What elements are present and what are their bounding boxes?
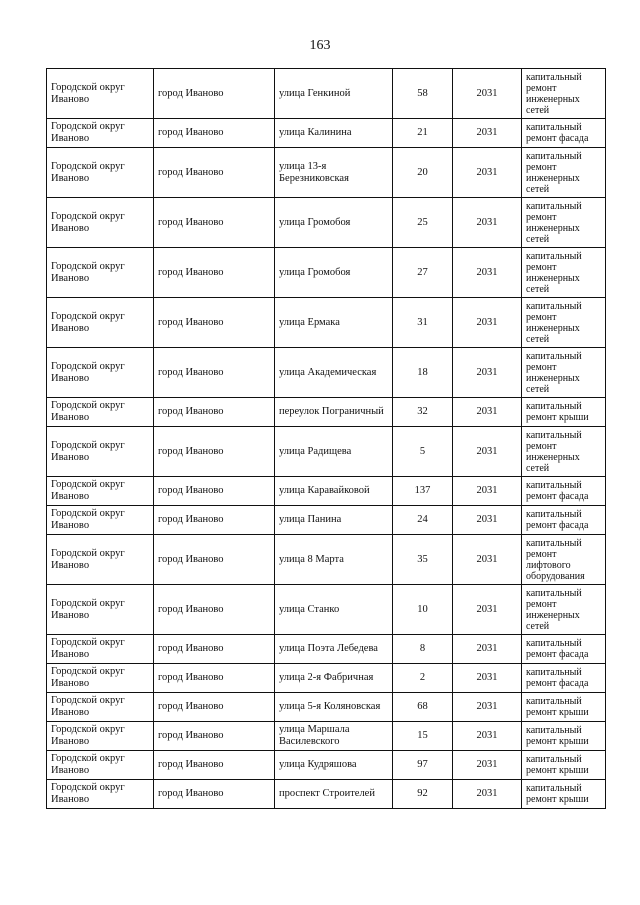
year-cell: 2031 — [453, 693, 522, 722]
table-row — [47, 427, 606, 477]
work-type-cell: капитальный ремонт фасада — [522, 506, 606, 535]
house-number-cell: 137 — [393, 477, 453, 506]
year-cell: 2031 — [453, 119, 522, 148]
district-cell: Городской округ Иваново — [47, 148, 154, 198]
work-type-cell: капитальный ремонт фасада — [522, 477, 606, 506]
city-cell: город Иваново — [154, 198, 275, 248]
district-cell: Городской округ Иваново — [47, 119, 154, 148]
house-number-cell: 97 — [393, 751, 453, 780]
house-number-cell: 35 — [393, 535, 453, 585]
work-type-cell: капитальный ремонт крыши — [522, 751, 606, 780]
year-cell: 2031 — [453, 535, 522, 585]
year-cell: 2031 — [453, 780, 522, 809]
house-number-cell: 10 — [393, 585, 453, 635]
table-row — [47, 664, 606, 693]
table-row — [47, 119, 606, 148]
district-cell: Городской округ Иваново — [47, 635, 154, 664]
city-cell: город Иваново — [154, 722, 275, 751]
work-type-cell: капитальный ремонт крыши — [522, 722, 606, 751]
street-cell: улица Станко — [275, 585, 393, 635]
year-cell: 2031 — [453, 198, 522, 248]
house-number-cell: 5 — [393, 427, 453, 477]
house-number-cell: 2 — [393, 664, 453, 693]
street-cell: проспект Строителей — [275, 780, 393, 809]
year-cell: 2031 — [453, 635, 522, 664]
repair-schedule-table — [46, 68, 606, 809]
table-row — [47, 780, 606, 809]
district-cell: Городской округ Иваново — [47, 427, 154, 477]
city-cell: город Иваново — [154, 348, 275, 398]
house-number-cell: 15 — [393, 722, 453, 751]
table-row — [47, 506, 606, 535]
house-number-cell: 58 — [393, 69, 453, 119]
house-number-cell: 31 — [393, 298, 453, 348]
work-type-cell: капитальный ремонт крыши — [522, 693, 606, 722]
table-row — [47, 348, 606, 398]
year-cell: 2031 — [453, 348, 522, 398]
street-cell: улица Генкиной — [275, 69, 393, 119]
work-type-cell: капитальный ремонт лифтового оборудования — [522, 535, 606, 585]
street-cell: улица Радищева — [275, 427, 393, 477]
street-cell: улица Поэта Лебедева — [275, 635, 393, 664]
year-cell: 2031 — [453, 248, 522, 298]
work-type-cell: капитальный ремонт инженерных сетей — [522, 248, 606, 298]
district-cell: Городской округ Иваново — [47, 535, 154, 585]
city-cell: город Иваново — [154, 585, 275, 635]
street-cell: улица Маршала Василевского — [275, 722, 393, 751]
street-cell: улица 8 Марта — [275, 535, 393, 585]
city-cell: город Иваново — [154, 535, 275, 585]
city-cell: город Иваново — [154, 751, 275, 780]
house-number-cell: 25 — [393, 198, 453, 248]
year-cell: 2031 — [453, 398, 522, 427]
table-row — [47, 69, 606, 119]
street-cell: улица Калинина — [275, 119, 393, 148]
street-cell: улица Громобоя — [275, 248, 393, 298]
work-type-cell: капитальный ремонт инженерных сетей — [522, 348, 606, 398]
house-number-cell: 68 — [393, 693, 453, 722]
work-type-cell: капитальный ремонт фасада — [522, 635, 606, 664]
district-cell: Городской округ Иваново — [47, 722, 154, 751]
year-cell: 2031 — [453, 664, 522, 693]
year-cell: 2031 — [453, 722, 522, 751]
table-row — [47, 298, 606, 348]
district-cell: Городской округ Иваново — [47, 398, 154, 427]
work-type-cell: капитальный ремонт крыши — [522, 398, 606, 427]
year-cell: 2031 — [453, 148, 522, 198]
street-cell: улица 5-я Коляновская — [275, 693, 393, 722]
work-type-cell: капитальный ремонт инженерных сетей — [522, 148, 606, 198]
district-cell: Городской округ Иваново — [47, 69, 154, 119]
street-cell: улица Каравайковой — [275, 477, 393, 506]
table-row — [47, 635, 606, 664]
city-cell: город Иваново — [154, 506, 275, 535]
year-cell: 2031 — [453, 69, 522, 119]
city-cell: город Иваново — [154, 477, 275, 506]
house-number-cell: 20 — [393, 148, 453, 198]
district-cell: Городской округ Иваново — [47, 664, 154, 693]
city-cell: город Иваново — [154, 664, 275, 693]
city-cell: город Иваново — [154, 248, 275, 298]
district-cell: Городской округ Иваново — [47, 780, 154, 809]
city-cell: город Иваново — [154, 693, 275, 722]
table-row — [47, 477, 606, 506]
city-cell: город Иваново — [154, 298, 275, 348]
year-cell: 2031 — [453, 298, 522, 348]
table-row — [47, 751, 606, 780]
year-cell: 2031 — [453, 427, 522, 477]
district-cell: Городской округ Иваново — [47, 348, 154, 398]
district-cell: Городской округ Иваново — [47, 298, 154, 348]
table-row — [47, 693, 606, 722]
district-cell: Городской округ Иваново — [47, 477, 154, 506]
street-cell: улица Ермака — [275, 298, 393, 348]
work-type-cell: капитальный ремонт инженерных сетей — [522, 427, 606, 477]
district-cell: Городской округ Иваново — [47, 585, 154, 635]
table-row — [47, 585, 606, 635]
street-cell: переулок Пограничный — [275, 398, 393, 427]
district-cell: Городской округ Иваново — [47, 693, 154, 722]
table-row — [47, 535, 606, 585]
street-cell: улица 13-я Березниковская — [275, 148, 393, 198]
work-type-cell: капитальный ремонт инженерных сетей — [522, 69, 606, 119]
work-type-cell: капитальный ремонт инженерных сетей — [522, 585, 606, 635]
year-cell: 2031 — [453, 585, 522, 635]
page-number: 163 — [309, 38, 331, 53]
street-cell: улица Громобоя — [275, 198, 393, 248]
district-cell: Городской округ Иваново — [47, 198, 154, 248]
street-cell: улица 2-я Фабричная — [275, 664, 393, 693]
city-cell: город Иваново — [154, 635, 275, 664]
work-type-cell: капитальный ремонт крыши — [522, 780, 606, 809]
year-cell: 2031 — [453, 506, 522, 535]
city-cell: город Иваново — [154, 69, 275, 119]
table-row — [47, 198, 606, 248]
house-number-cell: 92 — [393, 780, 453, 809]
city-cell: город Иваново — [154, 148, 275, 198]
house-number-cell: 32 — [393, 398, 453, 427]
table-row — [47, 722, 606, 751]
table-row — [47, 398, 606, 427]
house-number-cell: 21 — [393, 119, 453, 148]
table-row — [47, 148, 606, 198]
house-number-cell: 18 — [393, 348, 453, 398]
house-number-cell: 27 — [393, 248, 453, 298]
city-cell: город Иваново — [154, 780, 275, 809]
house-number-cell: 24 — [393, 506, 453, 535]
street-cell: улица Панина — [275, 506, 393, 535]
city-cell: город Иваново — [154, 427, 275, 477]
work-type-cell: капитальный ремонт инженерных сетей — [522, 298, 606, 348]
house-number-cell: 8 — [393, 635, 453, 664]
city-cell: город Иваново — [154, 119, 275, 148]
year-cell: 2031 — [453, 751, 522, 780]
street-cell: улица Академическая — [275, 348, 393, 398]
year-cell: 2031 — [453, 477, 522, 506]
table-row — [47, 248, 606, 298]
street-cell: улица Кудряшова — [275, 751, 393, 780]
work-type-cell: капитальный ремонт инженерных сетей — [522, 198, 606, 248]
city-cell: город Иваново — [154, 398, 275, 427]
district-cell: Городской округ Иваново — [47, 248, 154, 298]
district-cell: Городской округ Иваново — [47, 751, 154, 780]
district-cell: Городской округ Иваново — [47, 506, 154, 535]
work-type-cell: капитальный ремонт фасада — [522, 664, 606, 693]
work-type-cell: капитальный ремонт фасада — [522, 119, 606, 148]
